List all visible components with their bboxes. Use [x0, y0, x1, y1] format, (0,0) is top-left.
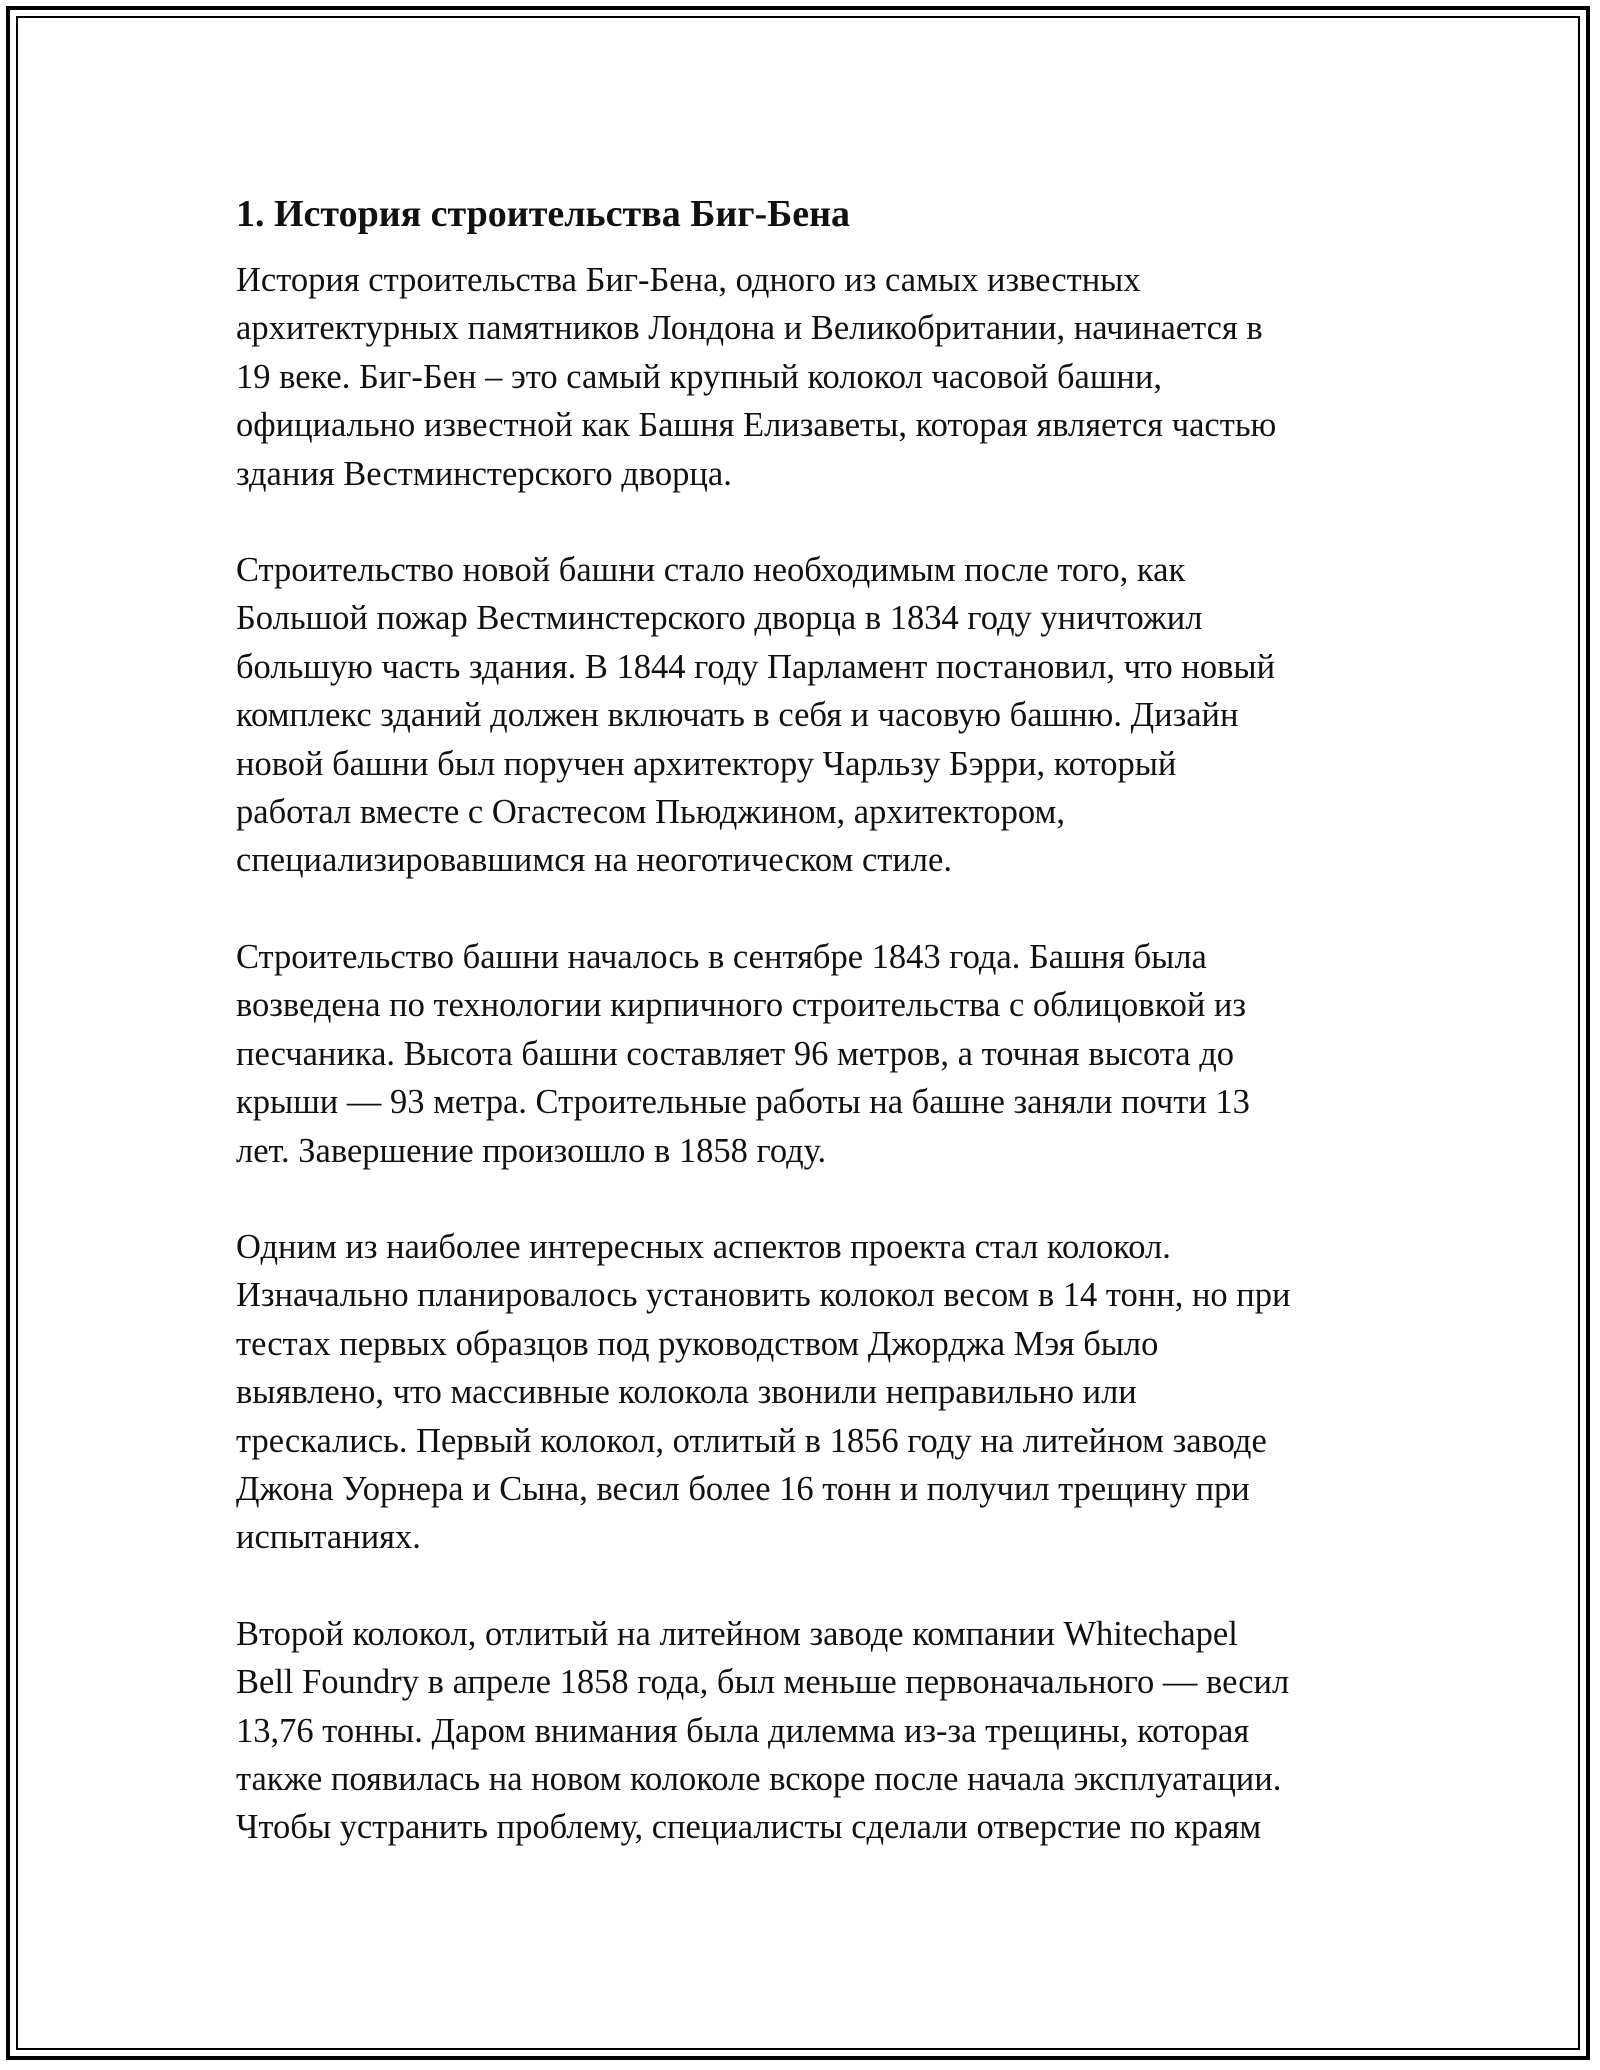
- text-line: специализировавшимся на неоготическом стиле.: [236, 841, 952, 880]
- text-line: Джона Уорнера и Сына, весил более 16 тонн и получил трещину при: [236, 1469, 1250, 1508]
- text-line: новой башни был поручен архитектору Чарльзу Бэрри, который: [236, 744, 1177, 783]
- text-line: Строительство новой башни стало необходимым после того, как: [236, 551, 1186, 590]
- text-line: Чтобы устранить проблему, специалисты сделали отверстие по краям: [236, 1808, 1262, 1847]
- text-line: выявлено, что массивные колокола звонили неправильно или: [236, 1373, 1137, 1412]
- paragraph-5: [236, 1610, 1376, 1852]
- text-line: Строительство башни началось в сентябре 1843 года. Башня была: [236, 937, 1207, 976]
- text-line: Большой пожар Вестминстерского дворца в 1834 году уничтожил: [236, 599, 1203, 638]
- text-line: тестах первых образцов под руководством Джорджа Мэя было: [236, 1324, 1159, 1363]
- text-line: 13,76 тонны. Даром внимания была дилемма из-за трещины, которая: [236, 1711, 1250, 1750]
- document-body: [236, 188, 1376, 1900]
- text-line: трескались. Первый колокол, отлитый в 1856 году на литейном заводе: [236, 1421, 1267, 1460]
- text-line: Одним из наиболее интересных аспектов проекта стал колокол.: [236, 1227, 1171, 1266]
- text-line: История строительства Биг-Бена, одного из самых известных: [236, 261, 1141, 299]
- paragraph-4: [236, 1223, 1376, 1562]
- paragraph-1: [236, 256, 1376, 498]
- paragraph-3: [236, 933, 1376, 1175]
- text-line: испытаниях.: [236, 1518, 421, 1557]
- text-line: здания Вестминстерского дворца.: [236, 454, 732, 493]
- text-line: архитектурных памятников Лондона и Великобритании, начинается в: [236, 309, 1263, 348]
- text-line: песчаника. Высота башни составляет 96 метров, а точная высота до: [236, 1034, 1235, 1073]
- text-line: крыши — 93 метра. Строительные работы на башне заняли почти 13: [236, 1083, 1250, 1122]
- text-line: Второй колокол, отлитый на литейном заводе компании Whitechapel: [236, 1614, 1238, 1653]
- document-title: 1. История строительства Биг-Бена: [236, 193, 851, 235]
- text-line: Изначально планировалось установить колокол весом в 14 тонн, но при: [236, 1276, 1291, 1315]
- text-line: 19 веке. Биг-Бен – это самый крупный колокол часовой башни,: [236, 357, 1162, 396]
- text-line: лет. Завершение произошло в 1858 году.: [236, 1131, 827, 1170]
- text-line: работал вместе с Огастесом Пьюджином, архитектором,: [236, 793, 1065, 832]
- text-line: комплекс зданий должен включать в себя и часовую башню. Дизайн: [236, 696, 1239, 735]
- text-line: возведена по технологии кирпичного строительства с облицовкой из: [236, 986, 1247, 1025]
- paragraph-2: [236, 546, 1376, 885]
- text-line: Bell Foundry в апреле 1858 года, был меньше первоначального — весил: [236, 1663, 1290, 1702]
- text-line: также появилась на новом колоколе вскоре после начала эксплуатации.: [236, 1759, 1282, 1798]
- text-line: официально известной как Башня Елизаветы, которая является частью: [236, 406, 1277, 445]
- text-line: большую часть здания. В 1844 году Парламент постановил, что новый: [236, 647, 1276, 686]
